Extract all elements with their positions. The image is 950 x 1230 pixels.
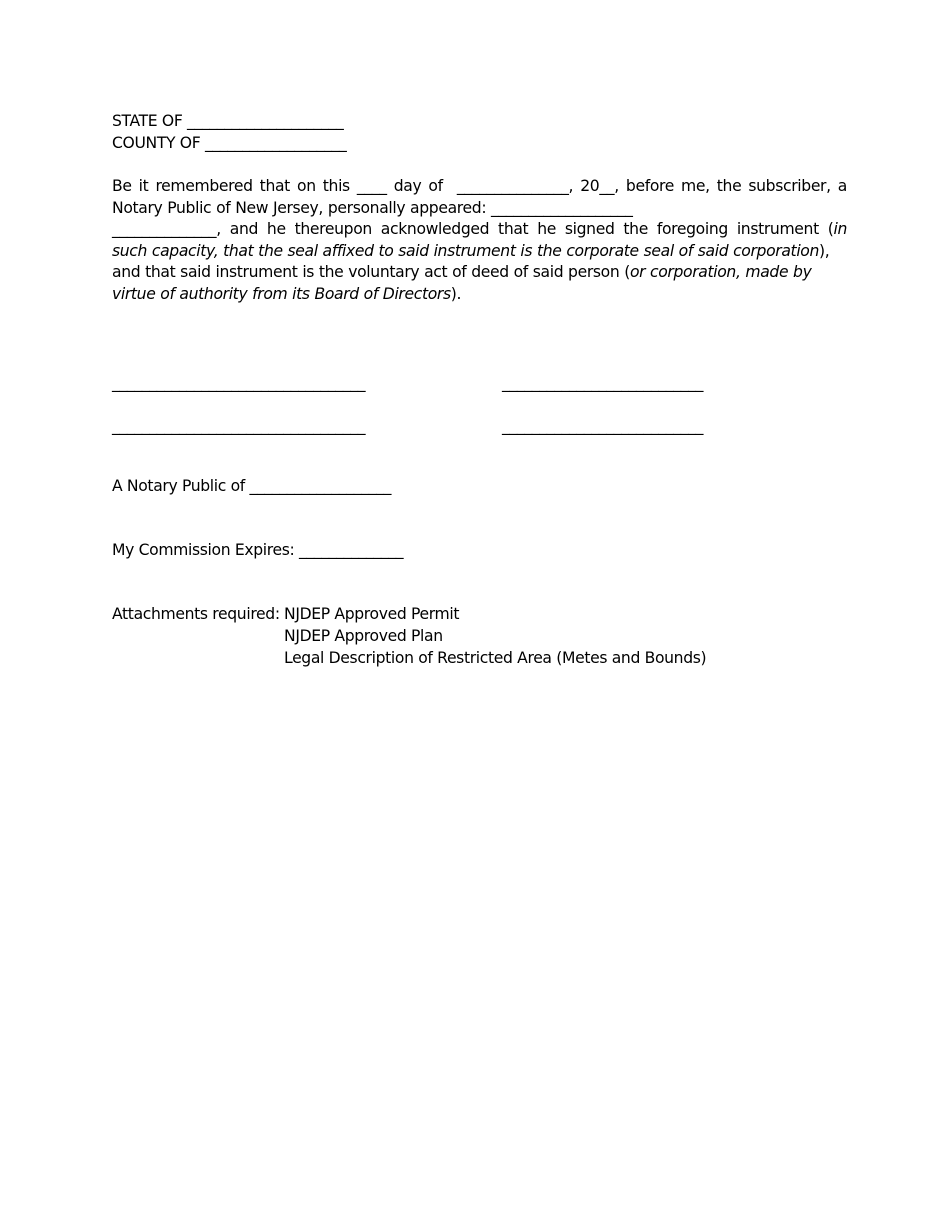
attachment-item: NJDEP Approved Permit	[284, 605, 460, 623]
signature-line-left-1: __________________________________	[112, 374, 366, 392]
signature-line-right-1: ___________________________	[502, 374, 704, 392]
attachments-label: Attachments required:	[112, 605, 280, 623]
commission-expires-line: My Commission Expires: ______________	[112, 541, 404, 559]
signature-line-right-2: ___________________________	[502, 417, 704, 435]
state-line: STATE OF _____________________	[112, 112, 344, 130]
county-line: COUNTY OF ___________________	[112, 134, 347, 152]
ack-row-4-text: ),	[819, 241, 830, 260]
signature-line-left-2: __________________________________	[112, 417, 366, 435]
ack-row-2: Notary Public of New Jersey, personally appeared: ___________________	[112, 198, 633, 217]
ack-row-4	[112, 241, 847, 263]
ack-row-6-text: ).	[450, 284, 462, 303]
ack-row-3-text: ______________, and he thereupon acknowledged that he signed the foregoing instrument (	[112, 220, 834, 238]
notary-public-of-line: A Notary Public of ___________________	[112, 477, 392, 495]
ack-row-5-text: and that said instrument is the voluntary act of deed of said person (	[112, 263, 630, 281]
ack-row-5	[112, 262, 847, 284]
ack-row-6-italic: virtue of authority from its Board of Directors	[112, 284, 451, 303]
ack-row-3-italic: in	[833, 220, 847, 238]
ack-row-4-italic: such capacity, that the seal affixed to said instrument is the corporate seal of said corporation	[112, 241, 820, 260]
ack-row-3	[112, 219, 847, 241]
ack-row-5-italic: or corporation, made by	[629, 263, 812, 281]
ack-row-6	[112, 284, 847, 306]
attachment-item: NJDEP Approved Plan	[284, 627, 443, 645]
attachment-item: Legal Description of Restricted Area (Metes and Bounds)	[284, 649, 707, 667]
ack-row-1: Be it remembered that on this ____ day of _______________, 20__, before me, the subscriber, a	[112, 177, 847, 195]
acknowledgment-paragraph	[112, 176, 847, 305]
